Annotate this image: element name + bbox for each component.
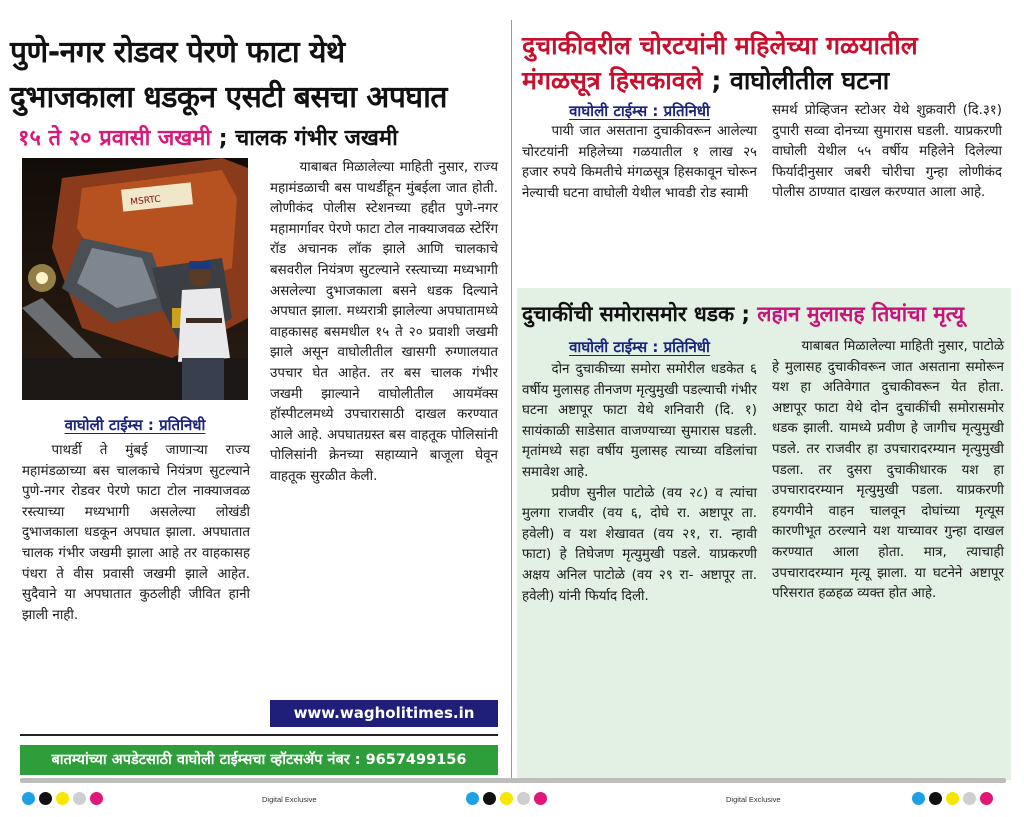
- right-bottom-paragraph-1: दोन दुचाकीच्या समोरा समोरील धडकेत ६ वर्षीय मुलासह तीनजण मृत्युमुखी पडल्याची गंभीर घटना अष्टापूर फाटा येथे शनिवारी (दि. १) सायंकाळी साडेसात वाजण्याच्या सुमारास घडली. मृतांमध्ये सहा वर्षीय मुलासह त्याच्या वडिलांचा समावेश आहे.: [522, 362, 757, 480]
- color-registration-dots-right: [912, 792, 993, 805]
- right-top-headline-line2: [522, 63, 889, 97]
- whatsapp-number-bar: बातम्यांच्या अपडेटसाठी वाघोली टाईम्सचा व्हॉटसअ‍ॅप नंबर : 9657499156: [20, 745, 498, 775]
- digital-exclusive-label-2: Digital Exclusive: [726, 795, 781, 804]
- black-dot: [929, 792, 942, 805]
- gray-dot: [963, 792, 976, 805]
- right-top-column-1: [522, 122, 757, 204]
- left-headline-line1: पुणे-नगर रोडवर पेरणे फाटा येथे: [10, 35, 345, 70]
- gray-dot: [73, 792, 86, 805]
- left-subhead-driver: चालक गंभीर जखमी: [235, 126, 398, 151]
- right-bottom-byline-wrap: [522, 337, 757, 357]
- yellow-dot: [946, 792, 959, 805]
- right-bottom-headline: [522, 300, 964, 328]
- left-subheadline: [18, 122, 398, 152]
- color-registration-dots-left: [22, 792, 103, 805]
- right-bottom-headline-separator: ;: [734, 302, 758, 326]
- right-top-byline-wrap: [522, 101, 757, 121]
- right-top-headline-red: मंगळसूत्र हिसकावले: [522, 66, 703, 95]
- color-registration-dots-center: [466, 792, 547, 805]
- left-subhead-separator: ;: [211, 126, 236, 151]
- left-divider-rule: [20, 734, 498, 736]
- right-top-headline-black: वाघोलीतील घटना: [730, 66, 890, 95]
- left-subhead-injured: १५ ते २० प्रवासी जखमी: [18, 126, 212, 151]
- cyan-dot: [466, 792, 479, 805]
- left-headline: [10, 30, 505, 120]
- left-story-paragraph-2: याबाबत मिळालेल्या माहिती नुसार, राज्य महामंडळाची बस पाथर्डीहून मुंबईला जात होती. लोणीकंद पोलीस स्टेशनच्या हद्दीत पुणे-नगर महामार्गावर पेरणे फाटा टोल नाक्याजवळ स्टेरिंग रॉड अचानक लॉक झाले आणि चालकाचे बसवरील नियंत्रण सुटल्याने रस्त्याच्या मध्यभागी असलेल्या दुभाजकाला बसने धडक दिल्याने अपघात झाला. मध्यरात्री झालेल्या अपघातामध्ये वाहकासह बसमधील १५ ते २० प्रवाशी जखमी झाले असून वाघोलीतील खासगी रुग्णालयात उपचार घेत आहेत. तर बस चालक गंभीर जखमी झाल्याने वाघोलीतील आयमॅक्स हॉस्पीटलमध्ये उपचारासाठी दाखल करण्यात आले आहे. अपघातग्रस्त बस वाहतूक पोलिसांनी पोलिसांनी क्रेनच्या सहाय्याने बाजूला घेवून वाहतूक सुरळीत केली.: [270, 160, 498, 484]
- column-divider: [511, 20, 512, 780]
- left-story-column-2: [270, 158, 498, 488]
- left-byline-wrap: [22, 415, 248, 435]
- right-bottom-byline: वाघोली टाईम्स : प्रतिनिधी: [569, 338, 710, 356]
- black-dot: [483, 792, 496, 805]
- right-bottom-paragraph-2: प्रवीण सुनील पाटोळे (वय २८) व त्यांचा मुलगा राजवीर (वय ६, दोघे रा. अष्टापूर ता. हवेली) व यश शेखावत (वय २१, रा. न्हावी फाटा) हे तिघेजण मृत्युमुखी पडले. याप्रकरणी अक्षय अनिल पाटोळे (वय २९ रा- अष्टापूर ता. हवेली) यांनी फिर्याद दिली.: [522, 485, 757, 604]
- right-top-byline: वाघोली टाईम्स : प्रतिनिधी: [569, 102, 710, 120]
- right-top-column-2: [772, 101, 1002, 204]
- magenta-dot: [534, 792, 547, 805]
- website-link[interactable]: www.wagholitimes.in: [270, 700, 498, 727]
- magenta-dot: [980, 792, 993, 805]
- digital-exclusive-label-1: Digital Exclusive: [262, 795, 317, 804]
- right-bottom-headline-pink: लहान मुलासह तिघांचा मृत्यू: [757, 302, 965, 326]
- left-story-paragraph-1: पाथर्डी ते मुंबई जाणाऱ्या राज्य महामंडळाच्या बस चालकाचे नियंत्रण सुटल्याने पुणे-नगर रोडवर पेरणे फाटा टोल नाक्याजवळ रस्त्याच्या मध्यभागी असलेल्या लोखंडी दुभाजकाला धडकून अपघात झाला. अपघातात चालक गंभीर जखमी झाला आहे तर वाहकासह पंधरा ते वीस प्रवासी जखमी झाले आहेत. सुदैवाने या अपघातात कुठलीही जीवित हानी झाली नाही.: [22, 443, 250, 623]
- right-top-paragraph-2: समर्थ प्रोव्हिजन स्टोअर येथे शुक्रवारी (दि.३१) दुपारी सव्वा दोनच्या सुमारास घडली. याप्रकरणी वाघोली येथील ५५ वर्षीय महिलेने दिलेल्या फिर्यादीनुसार जबरी चोरीचा गुन्हा लोणीकंद पोलीस ठाण्यात दाखल करण्यात आला आहे.: [772, 103, 1002, 201]
- left-story-column-1: [22, 441, 250, 626]
- cyan-dot: [912, 792, 925, 805]
- svg-text:MSRTC: MSRTC: [129, 194, 162, 208]
- right-bottom-paragraph-3: याबाबत मिळालेल्या माहिती नुसार, पाटोळे हे मुलासह दुचाकीवरून जात असताना समोरून यश हा अतिवेगात दुचाकीवरून येत होता. अष्टापूर फाटा येथे दोन दुचाकींची समोरासमोर धडक झाली. यामध्ये प्रवीण हे जागीच मृत्युमुखी पडले. तर राजवीर हा उपचारादरम्यान मृत्युमुखी पडला. तर दुसरा दुचाकीधारक यश हा उपचारादरम्यान मृत्युमुखी पडला. याप्रकरणी हयगयीने वाहन चालवून दोघांच्या मृत्यूस कारणीभूत ठरल्याने यश याच्यावर गुन्हा दाखल करण्यात आला होता. मात्र, त्याचाही उपचारादरम्यान मृत्यू झाला. या घटनेने अष्टापूर परिसरात हळहळ व्यक्त होत आहे.: [772, 339, 1004, 602]
- yellow-dot: [500, 792, 513, 805]
- right-bottom-column-1: [522, 360, 757, 607]
- gray-dot: [517, 792, 530, 805]
- right-top-headline-line1: दुचाकीवरील चोरटयांनी महिलेच्या गळयातील: [522, 31, 918, 60]
- left-headline-line2: दुभाजकाला धडकून एसटी बसचा अपघात: [10, 80, 447, 115]
- right-bottom-headline-black: दुचाकींची समोरासमोर धडक: [522, 302, 735, 326]
- black-dot: [39, 792, 52, 805]
- right-bottom-column-2: [772, 337, 1004, 605]
- cyan-dot: [22, 792, 35, 805]
- magenta-dot: [90, 792, 103, 805]
- left-byline: वाघोली टाईम्स : प्रतिनिधी: [64, 416, 206, 434]
- footer-gray-rule: [20, 778, 1006, 783]
- yellow-dot: [56, 792, 69, 805]
- right-top-paragraph-1: पायी जात असताना दुचाकीवरून आलेल्या चोरटयांनी महिलेच्या गळयातील १ लाख २५ हजार रुपये किमतीचे मंगळसूत्र हिसकावून चोरून नेल्याची घटना वाघोली येथील भावडी रोड स्वामी: [522, 124, 757, 201]
- right-top-headline-separator: ;: [702, 66, 731, 95]
- accident-bus-photo: [22, 158, 248, 400]
